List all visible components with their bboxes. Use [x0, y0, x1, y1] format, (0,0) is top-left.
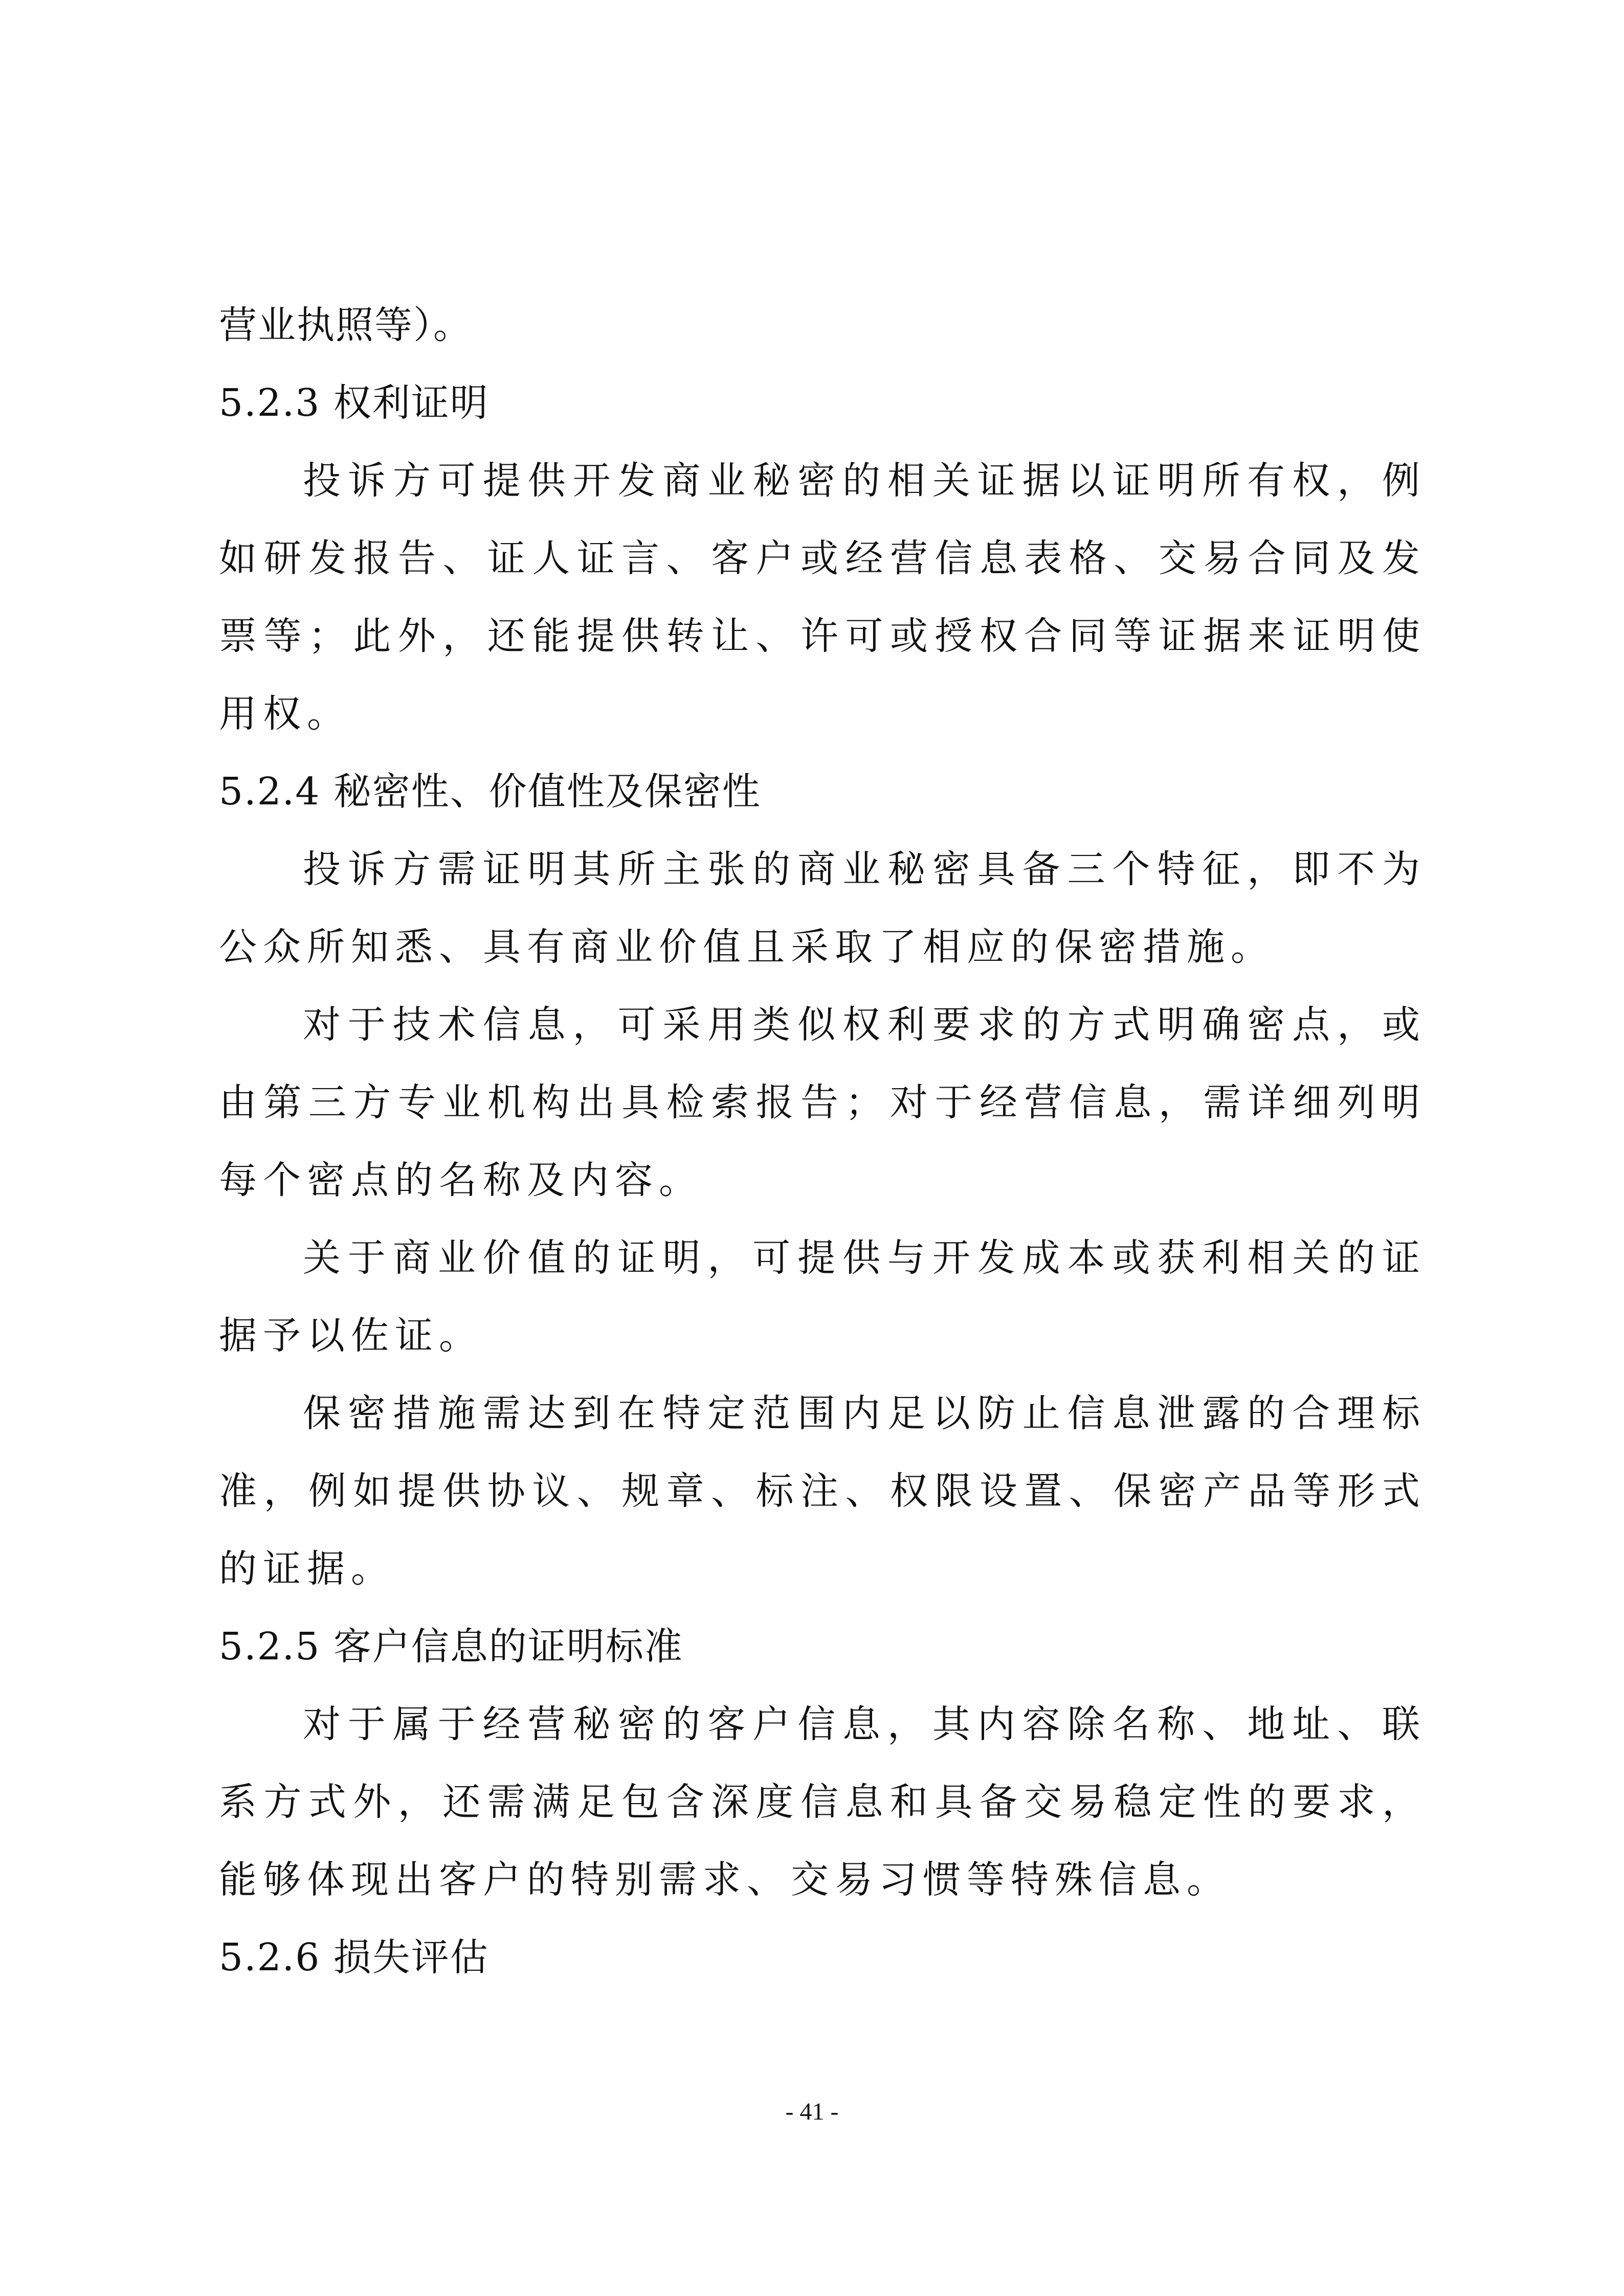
- section-5-2-3: [219, 364, 1426, 753]
- page-body: [219, 286, 1426, 1996]
- section-heading: 5.2.5 客户信息的证明标准: [219, 1625, 683, 1669]
- paragraph: 对于属于经营秘密的客户信息，其内容除名称、地址、联系方式外，还需满足包含深度信息和具备交易稳定性的要求，能够体现出客户的特别需求、交易习惯等特殊信息。: [219, 1702, 1426, 1902]
- paragraph: 关于商业价值的证明，可提供与开发成本或获利相关的证据予以佐证。: [219, 1236, 1426, 1358]
- section-5-2-5: [219, 1608, 1426, 1919]
- section-5-2-6: [219, 1919, 1426, 1996]
- paragraph: 对于技术信息，可采用类似权利要求的方式明确密点，或由第三方专业机构出具检索报告；对于经营信息，需详细列明每个密点的名称及内容。: [219, 1003, 1426, 1202]
- section-5-2-4: [219, 753, 1426, 1608]
- section-heading: 5.2.4 秘密性、价值性及保密性: [219, 770, 761, 814]
- paragraph: 投诉方需证明其所主张的商业秘密具备三个特征，即不为公众所知悉、具有商业价值且采取了相应的保密措施。: [219, 847, 1426, 969]
- continuation-line: 营业执照等）。: [219, 303, 472, 347]
- page-number: - 41 -: [785, 2098, 839, 2125]
- section-heading: 5.2.3 权利证明: [219, 381, 489, 425]
- paragraph: 投诉方可提供开发商业秘密的相关证据以证明所有权，例如研发报告、证人证言、客户或经营信息表格、交易合同及发票等；此外，还能提供转让、许可或授权合同等证据来证明使用权。: [219, 459, 1426, 736]
- section-heading: 5.2.6 损失评估: [219, 1935, 489, 1979]
- paragraph: 保密措施需达到在特定范围内足以防止信息泄露的合理标准，例如提供协议、规章、标注、权限设置、保密产品等形式的证据。: [219, 1391, 1426, 1591]
